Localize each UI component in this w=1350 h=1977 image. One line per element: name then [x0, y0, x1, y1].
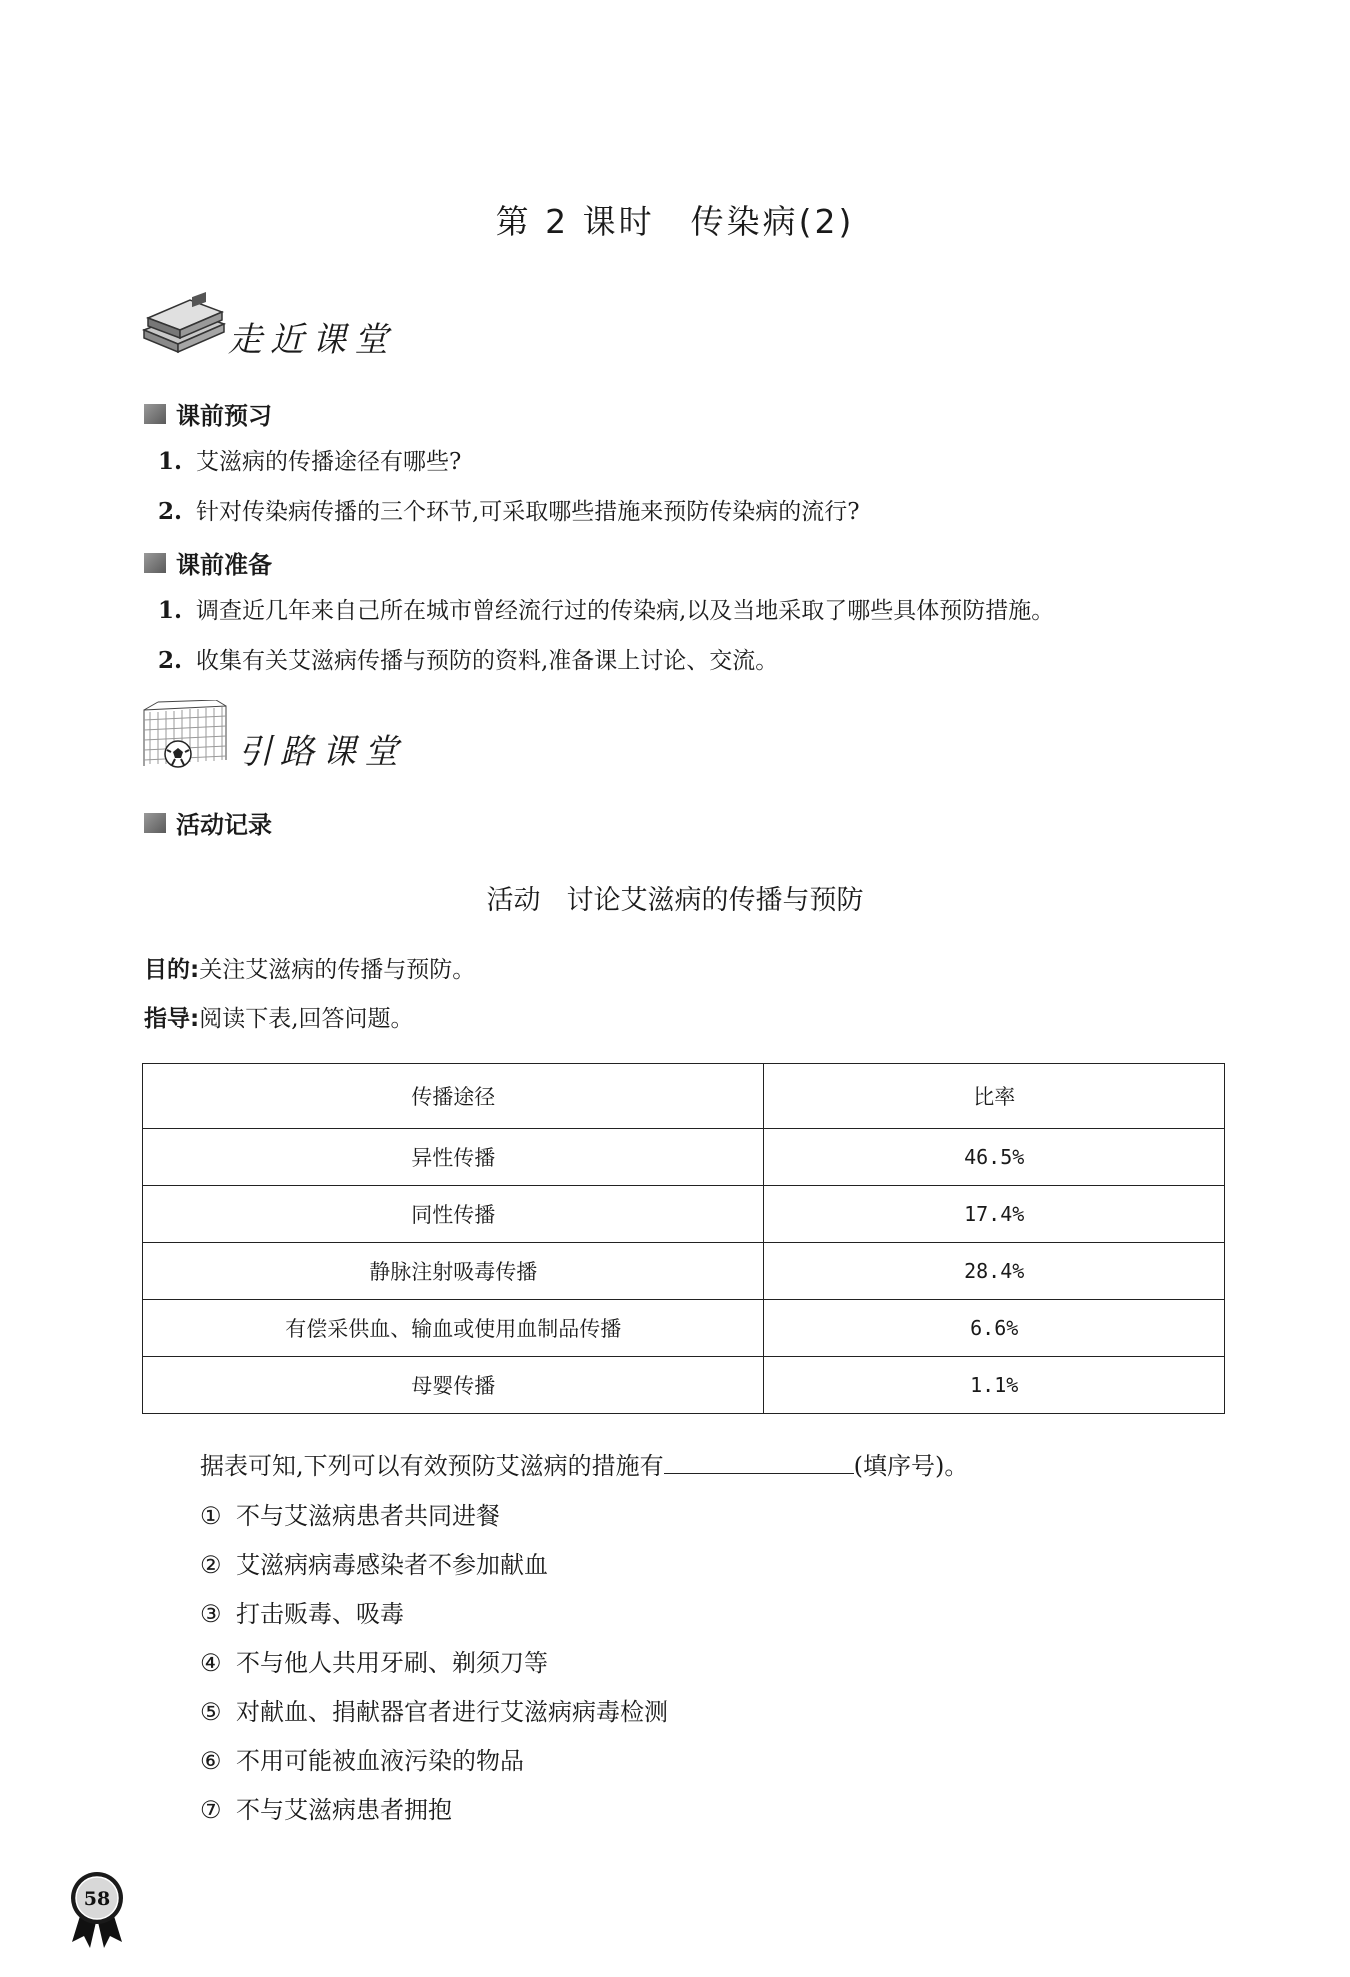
purpose-line	[144, 951, 475, 984]
section-guide-title: 引路课堂	[238, 732, 406, 772]
section-approach-header	[140, 290, 440, 370]
activity-record-heading	[144, 805, 272, 840]
preview-item	[158, 443, 461, 476]
option-item	[200, 1496, 500, 1531]
table-row	[143, 1300, 1225, 1357]
route-cell: 异性传播	[143, 1129, 764, 1186]
item-text: 调查近几年来自己所在城市曾经流行过的传染病,以及当地采取了哪些具体预防措施。	[196, 598, 1055, 624]
square-bullet-icon	[144, 553, 166, 573]
answer-blank[interactable]	[664, 1451, 854, 1474]
option-item	[200, 1594, 404, 1629]
table-row	[143, 1243, 1225, 1300]
lesson-number: 第 2 课时	[495, 202, 655, 241]
table-row	[143, 1357, 1225, 1414]
option-text: 打击贩毒、吸毒	[236, 1600, 404, 1628]
option-item	[200, 1643, 548, 1678]
rate-cell: 6.6%	[764, 1300, 1225, 1357]
route-cell: 有偿采供血、输血或使用血制品传播	[143, 1300, 764, 1357]
purpose-text: 关注艾滋病的传播与预防。	[199, 957, 476, 983]
section-guide-header	[140, 700, 440, 780]
item-text: 艾滋病的传播途径有哪些?	[196, 449, 462, 475]
route-cell: 母婴传播	[143, 1357, 764, 1414]
prepare-item	[158, 592, 1054, 625]
prepare-item	[158, 642, 778, 675]
route-cell: 静脉注射吸毒传播	[143, 1243, 764, 1300]
preview-heading-text: 课前预习	[176, 402, 272, 430]
route-cell: 同性传播	[143, 1186, 764, 1243]
preview-heading	[144, 396, 272, 431]
option-item	[200, 1692, 668, 1727]
item-text: 收集有关艾滋病传播与预防的资料,准备课上讨论、交流。	[196, 648, 779, 674]
purpose-label: 目的:	[144, 957, 200, 983]
option-item	[200, 1741, 524, 1776]
option-mark: ①	[200, 1502, 222, 1530]
books-icon	[140, 290, 228, 360]
question-suffix: (填序号)。	[853, 1452, 969, 1480]
soccer-goal-icon	[140, 700, 230, 772]
item-number: 1.	[158, 448, 183, 475]
option-mark: ②	[200, 1551, 222, 1579]
section-approach-title: 走近课堂	[228, 320, 396, 360]
activity-record-heading-text: 活动记录	[176, 811, 272, 839]
prepare-heading	[144, 545, 272, 580]
transmission-table	[142, 1063, 1225, 1414]
preview-item	[158, 493, 860, 526]
question-line	[200, 1446, 968, 1481]
item-number: 2.	[158, 498, 183, 525]
table-row	[143, 1186, 1225, 1243]
option-text: 艾滋病病毒感染者不参加献血	[236, 1551, 548, 1579]
option-item	[200, 1545, 548, 1580]
square-bullet-icon	[144, 404, 166, 424]
page-number: 58	[83, 1888, 111, 1910]
guide-line	[144, 1000, 414, 1033]
option-text: 不与他人共用牙刷、剃须刀等	[236, 1649, 548, 1677]
option-text: 对献血、捐献器官者进行艾滋病病毒检测	[236, 1698, 668, 1726]
lesson-title	[0, 196, 1350, 243]
item-number: 2.	[158, 647, 183, 674]
guide-label: 指导:	[144, 1006, 200, 1032]
rate-cell: 46.5%	[764, 1129, 1225, 1186]
option-text: 不用可能被血液污染的物品	[236, 1747, 524, 1775]
lesson-topic: 传染病(2)	[690, 202, 855, 241]
option-mark: ③	[200, 1600, 222, 1628]
guide-text: 阅读下表,回答问题。	[199, 1006, 414, 1032]
page-number-badge	[66, 1868, 128, 1948]
item-text: 针对传染病传播的三个环节,可采取哪些措施来预防传染病的流行?	[196, 499, 860, 525]
option-text: 不与艾滋病患者拥抱	[236, 1796, 452, 1824]
activity-label: 活动	[486, 885, 541, 916]
option-item	[200, 1790, 452, 1825]
activity-name: 讨论艾滋病的传播与预防	[566, 885, 864, 916]
option-text: 不与艾滋病患者共同进餐	[236, 1502, 500, 1530]
header-route: 传播途径	[143, 1064, 764, 1129]
option-mark: ④	[200, 1649, 222, 1677]
item-number: 1.	[158, 597, 183, 624]
table-row	[143, 1129, 1225, 1186]
rate-cell: 17.4%	[764, 1186, 1225, 1243]
activity-title	[0, 878, 1350, 917]
option-mark: ⑤	[200, 1698, 222, 1726]
table-header-row	[143, 1064, 1225, 1129]
rate-cell: 28.4%	[764, 1243, 1225, 1300]
prepare-heading-text: 课前准备	[176, 551, 272, 579]
question-text: 据表可知,下列可以有效预防艾滋病的措施有	[200, 1452, 664, 1480]
option-mark: ⑦	[200, 1796, 222, 1824]
rate-cell: 1.1%	[764, 1357, 1225, 1414]
option-mark: ⑥	[200, 1747, 222, 1775]
header-rate: 比率	[764, 1064, 1225, 1129]
square-bullet-icon	[144, 813, 166, 833]
